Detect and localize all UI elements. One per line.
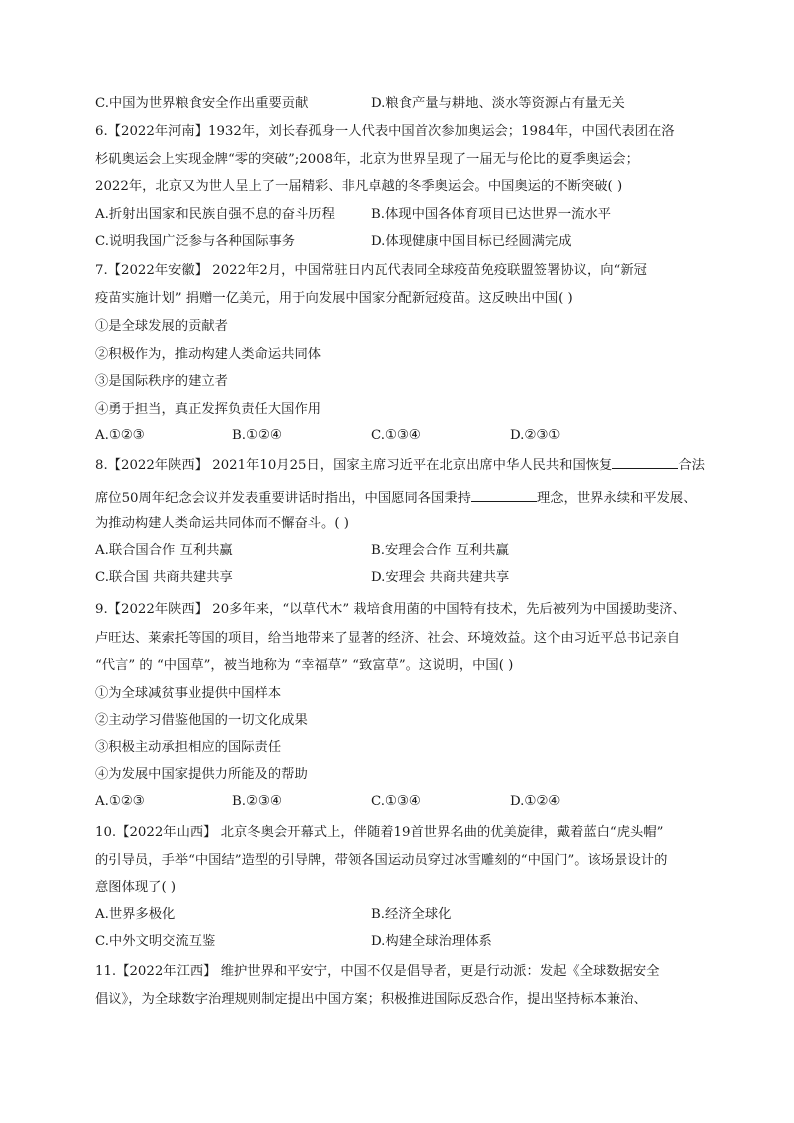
q10-option-d: D.构建全球治理体系 [371, 934, 492, 949]
q6-option-a: A.折射出国家和民族自强不息的奋斗历程 [95, 207, 335, 222]
q7-statement-4: ④勇于担当，真正发挥负责任大国作用 [95, 402, 322, 417]
q8-option-c: C.联合国 共商共建共享 [95, 570, 233, 585]
q8-stem-line-2 [95, 489, 697, 507]
q6-stem-line-1: 6.【2022年河南】1932年，刘长春孤身一人代表中国首次参加奥运会；1984年，中国代表团在洛 [95, 124, 675, 139]
q9-statement-4: ④为发展中国家提供力所能及的帮助 [95, 767, 308, 782]
q8-stem-line-2-tail: 理念，世界永续和平发展、 [536, 491, 697, 506]
q7-stem-line-1: 7.【2022年安徽】 2022年2月，中国常驻日内瓦代表同全球疫苗免疫联盟签署协议，向“新冠 [95, 263, 647, 278]
q9-stem-line-2: 卢旺达、莱索托等国的项目，给当地带来了显著的经济、社会、环境效益。这个由习近平总书记亲自 [95, 631, 681, 646]
q6-stem-line-2: 杉矶奥运会上实现金牌“零的突破”;2008年，北京为世界呈现了一届无与伦比的夏季奥运会； [95, 152, 639, 167]
q9-statement-2: ②主动学习借鉴他国的一切文化成果 [95, 713, 308, 728]
q9-stem-line-3: “代言” 的 “中国草”，被当地称为 “幸福草” “致富草”。这说明，中国( ) [95, 658, 514, 673]
q7-statement-2: ②积极作为，推动构建人类命运共同体 [95, 347, 322, 362]
q5-option-d: D.粮食产量与耕地、淡水等资源占有量无关 [371, 96, 625, 111]
q10-option-b: B.经济全球化 [371, 907, 452, 922]
q9-option-d: D.①②④ [510, 794, 561, 809]
q6-option-b: B.体现中国各体育项目已达世界一流水平 [371, 207, 612, 222]
q10-option-c: C.中外文明交流互鉴 [95, 934, 216, 949]
q9-statement-3: ③积极主动承担相应的国际责任 [95, 740, 282, 755]
q8-option-a: A.联合国合作 互利共赢 [95, 543, 233, 558]
q9-option-c: C.①③④ [371, 794, 421, 809]
q11-stem-line-2: 倡议》，为全球数字治理规则制定提出中国方案；积极推进国际反恐合作，提出坚持标本兼治、 [95, 992, 647, 1007]
q6-option-d: D.体现健康中国目标已经圆满完成 [371, 234, 572, 249]
q11-stem-line-1: 11.【2022年江西】 维护世界和平安宁，中国不仅是倡导者，更是行动派：发起《全球数据安全 [95, 964, 660, 979]
q9-option-a: A.①②③ [95, 794, 145, 809]
q7-option-c: C.①③④ [371, 428, 421, 443]
q8-stem-line-3: 为推动构建人类命运共同体而不懈奋斗。( ) [95, 516, 349, 531]
q7-statement-3: ③是国际秩序的建立者 [95, 374, 228, 389]
q8-stem-line-1 [95, 456, 705, 474]
q8-stem-line-1-text: 8.【2022年陕西】 2021年10月25日，国家主席习近平在北京出席中华人民共和国恢复 [95, 458, 613, 473]
q9-option-b: B.②③④ [232, 794, 282, 809]
q6-stem-line-3: 2022年，北京又为世人呈上了一届精彩、非凡卓越的冬季奥运会。中国奥运的不断突破( ) [95, 179, 623, 194]
q5-option-c: C.中国为世界粮食安全作出重要贡献 [95, 96, 309, 111]
q10-stem-line-1: 10.【2022年山西】 北京冬奥会开幕式上，伴随着19首世界名曲的优美旋律，戴着蓝白“虎头帽” [95, 825, 664, 840]
q8-stem-line-2-text: 席位50周年纪念会议并发表重要讲话时指出，中国愿同各国秉持 [95, 491, 471, 506]
q8-blank-1 [612, 456, 678, 469]
q8-option-b: B.安理会合作 互利共赢 [371, 543, 509, 558]
q9-statement-1: ①为全球减贫事业提供中国样本 [95, 686, 282, 701]
q9-stem-line-1: 9.【2022年陕西】 20多年来，“以草代木” 栽培食用菌的中国特有技术，先后被列为中国援助斐济、 [95, 602, 686, 617]
q8-stem-line-1-tail: 合法 [678, 458, 705, 473]
q10-option-a: A.世界多极化 [95, 907, 176, 922]
q10-stem-line-2: 的引导员，手举“中国结”造型的引导牌，带领各国运动员穿过冰雪雕刻的“中国门”。该场景设计的 [95, 853, 668, 868]
q8-blank-2 [471, 489, 537, 502]
q7-option-a: A.①②③ [95, 428, 145, 443]
q7-stem-line-2: 疫苗实施计划” 捐赠一亿美元，用于向发展中国家分配新冠疫苗。这反映出中国( ) [95, 291, 573, 306]
q7-option-d: D.②③① [510, 428, 561, 443]
q7-option-b: B.①②④ [232, 428, 282, 443]
q10-stem-line-3: 意图体现了( ) [95, 880, 177, 895]
q6-option-c: C.说明我国广泛参与各种国际事务 [95, 234, 296, 249]
q7-statement-1: ①是全球发展的贡献者 [95, 319, 228, 334]
q8-option-d: D.安理会 共商共建共享 [371, 570, 510, 585]
